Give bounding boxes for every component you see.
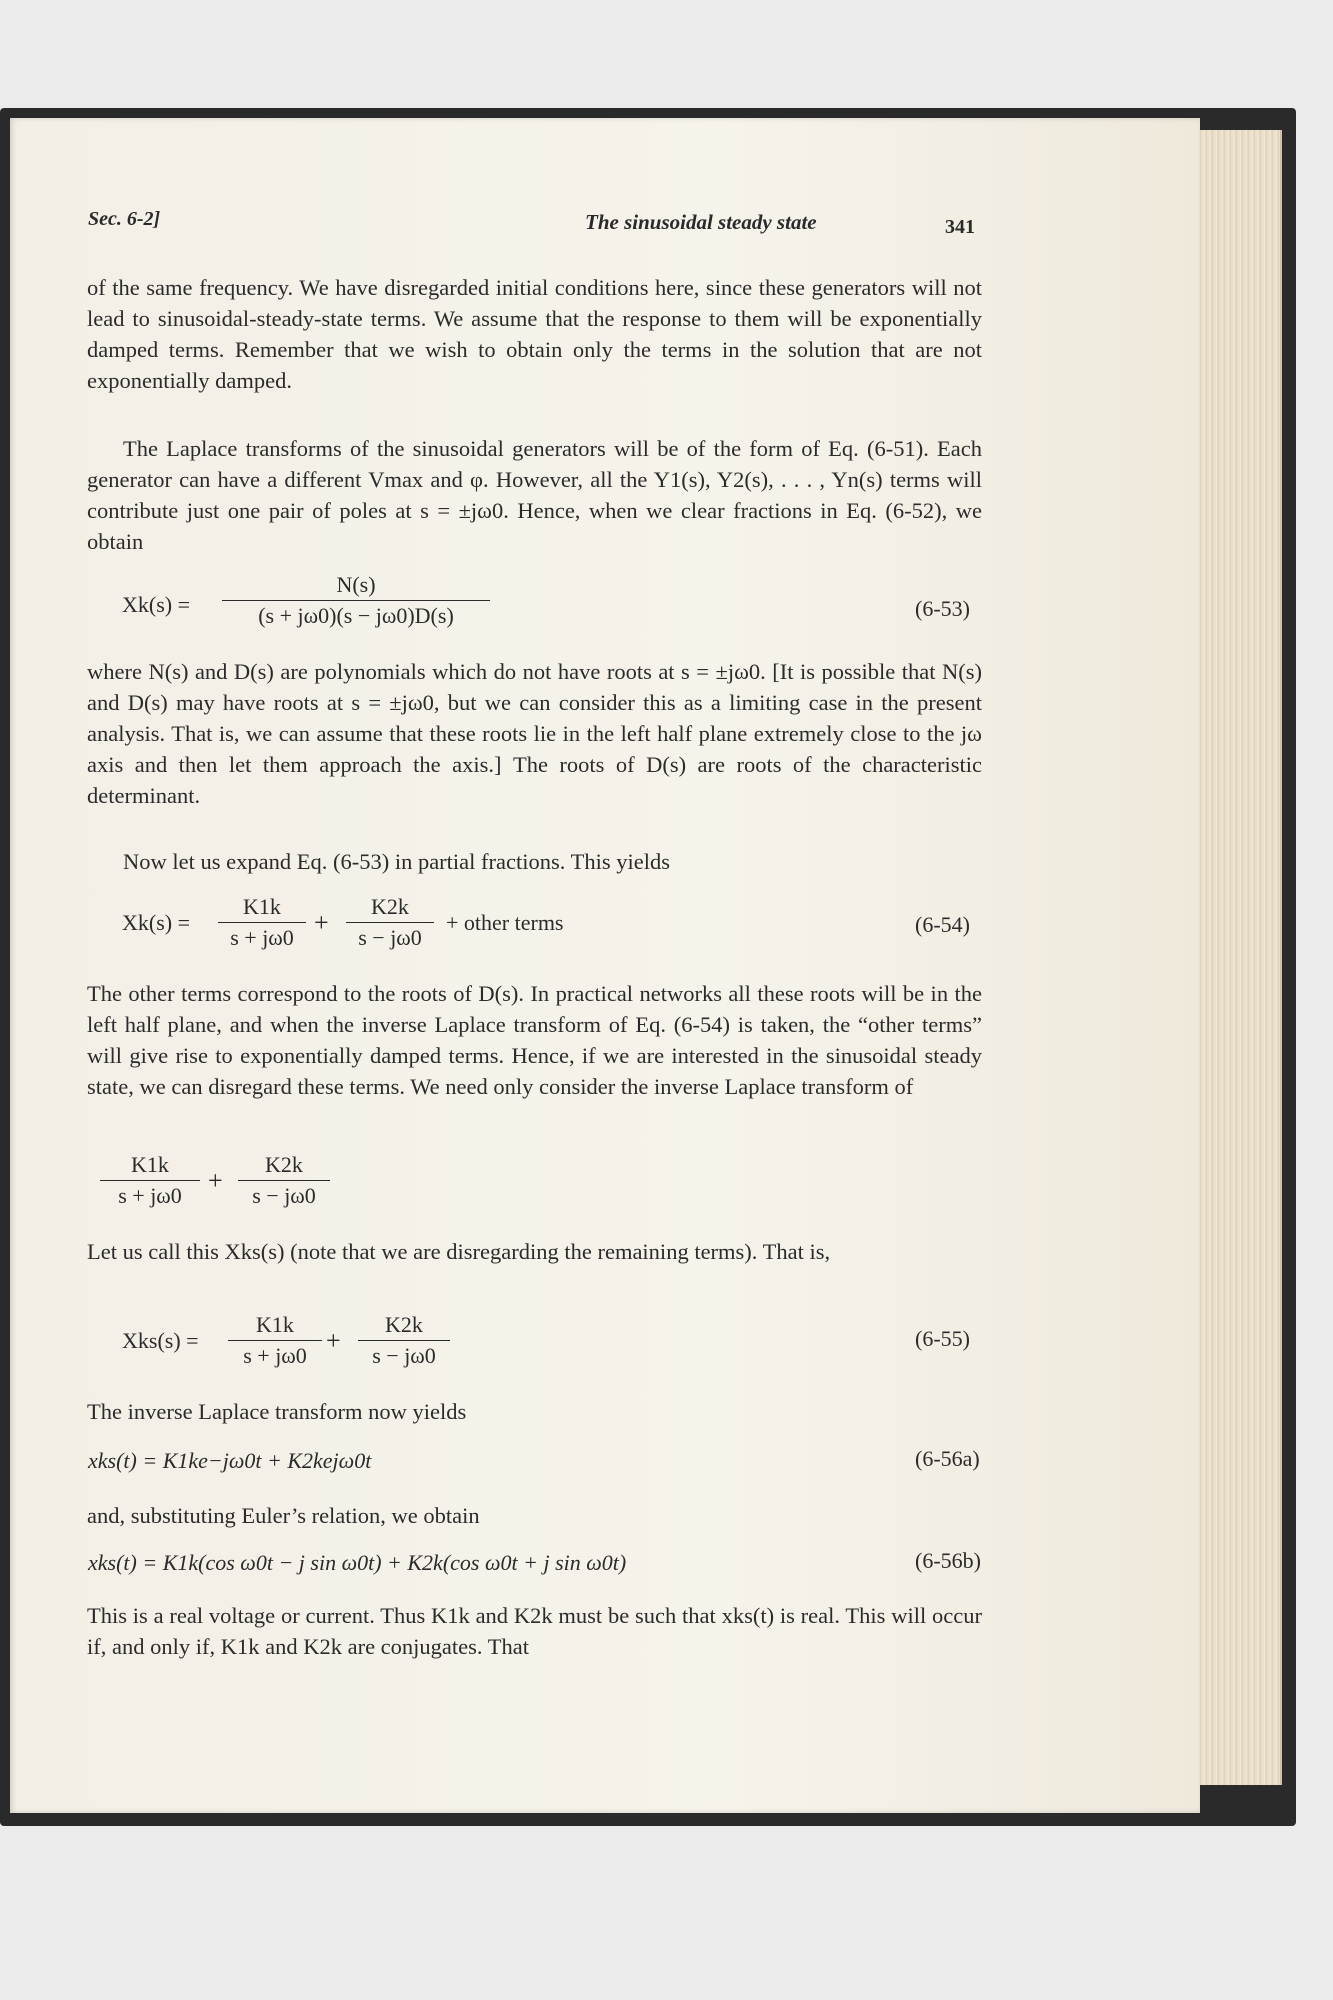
expr-den2: s − jω0 <box>252 1183 316 1208</box>
eq54-number: (6-54) <box>915 912 970 937</box>
paragraph-3: where N(s) and D(s) are polynomials which do not have roots at s = ±jω0. [It is possible that N(s) and D(s) may have roots at s = ±jω0, but we can consider this as a limiting case in the present analysis. That is, we can assume that these roots lie in the left half plane extremely close to the jω axis and then let them approach the axis.] The roots of D(s) are roots of the characteristic determinant. <box>87 659 982 808</box>
page-edges <box>1196 130 1282 1785</box>
eq55-lhs: Xks(s) = <box>122 1328 199 1353</box>
paragraph-5: The other terms correspond to the roots of D(s). In practical networks all these roots will be in the left half plane, and when the inverse Laplace transform of Eq. (6-54) is taken, the “other terms” will give rise to exponentially damped terms. Hence, if we are interested in the sinusoidal steady state, we can disregard these terms. We need only consider the inverse Laplace transform of <box>87 981 982 1099</box>
eq55-fraction-1 <box>228 1312 322 1369</box>
expr-num2: K2k <box>238 1152 330 1181</box>
eq53-fraction <box>222 572 490 629</box>
paragraph-4: Now let us expand Eq. (6-53) in partial fractions. This yields <box>123 849 670 874</box>
eq55-num1: K1k <box>228 1312 322 1341</box>
eq54-fraction-2 <box>346 894 434 951</box>
chapter-title: The sinusoidal steady state <box>585 210 817 234</box>
paragraph-7: The inverse Laplace transform now yields <box>87 1399 467 1424</box>
eq54-den1: s + jω0 <box>230 925 294 950</box>
expr-fraction-2 <box>238 1152 330 1209</box>
section-header: Sec. 6-2] <box>88 208 161 230</box>
eq55-num2: K2k <box>358 1312 450 1341</box>
eq56b: xks(t) = K1k(cos ω0t − j sin ω0t) + K2k(cos ω0t + j sin ω0t) <box>88 1550 627 1575</box>
paragraph-6: Let us call this Xks(s) (note that we are disregarding the remaining terms). That is, <box>87 1239 831 1264</box>
paragraph-1: of the same frequency. We have disregarded initial conditions here, since these generators will not lead to sinusoidal-steady-state terms. We assume that the response to them will be exponentially damped terms. Remember that we wish to obtain only the terms in the solution that are not exponentially damped. <box>87 275 982 393</box>
eq54-num2: K2k <box>346 894 434 923</box>
paragraph-8: and, substituting Euler’s relation, we obtain <box>87 1503 480 1528</box>
page-number: 341 <box>945 216 975 238</box>
paragraph-9: This is a real voltage or current. Thus K1k and K2k must be such that xks(t) is real. This will occur if, and only if, K1k and K2k are conjugates. That <box>87 1603 982 1659</box>
eq55-number: (6-55) <box>915 1326 970 1351</box>
eq53-lhs: Xk(s) = <box>122 592 191 617</box>
eq54-plus: + <box>314 908 329 937</box>
paragraph-2: The Laplace transforms of the sinusoidal generators will be of the form of Eq. (6-51). Each generator can have a different Vmax and φ. However, all the Y1(s), Y2(s), . . . , Yn(s) terms will contribute just one pair of poles at s = ±jω0. Hence, when we clear fractions in Eq. (6-52), we obtain <box>87 436 982 554</box>
expr-plus: + <box>208 1166 223 1195</box>
expr-den1: s + jω0 <box>118 1183 182 1208</box>
eq55-den1: s + jω0 <box>243 1343 307 1368</box>
eq55-plus: + <box>326 1326 341 1355</box>
eq56b-number: (6-56b) <box>915 1548 981 1573</box>
eq55-den2: s − jω0 <box>372 1343 436 1368</box>
expr-num1: K1k <box>100 1152 200 1181</box>
eq54-num1: K1k <box>218 894 306 923</box>
eq53-number: (6-53) <box>915 596 970 621</box>
expr-fraction-1 <box>100 1152 200 1209</box>
eq54-den2: s − jω0 <box>358 925 422 950</box>
eq53-numerator: N(s) <box>222 572 490 601</box>
eq56a-number: (6-56a) <box>915 1446 980 1471</box>
eq54-other-terms: + other terms <box>446 910 564 935</box>
eq54-fraction-1 <box>218 894 306 951</box>
eq55-fraction-2 <box>358 1312 450 1369</box>
eq56a: xks(t) = K1ke−jω0t + K2kejω0t <box>88 1448 372 1473</box>
eq53-denominator: (s + jω0)(s − jω0)D(s) <box>258 603 454 628</box>
eq54-lhs: Xk(s) = <box>122 910 191 935</box>
